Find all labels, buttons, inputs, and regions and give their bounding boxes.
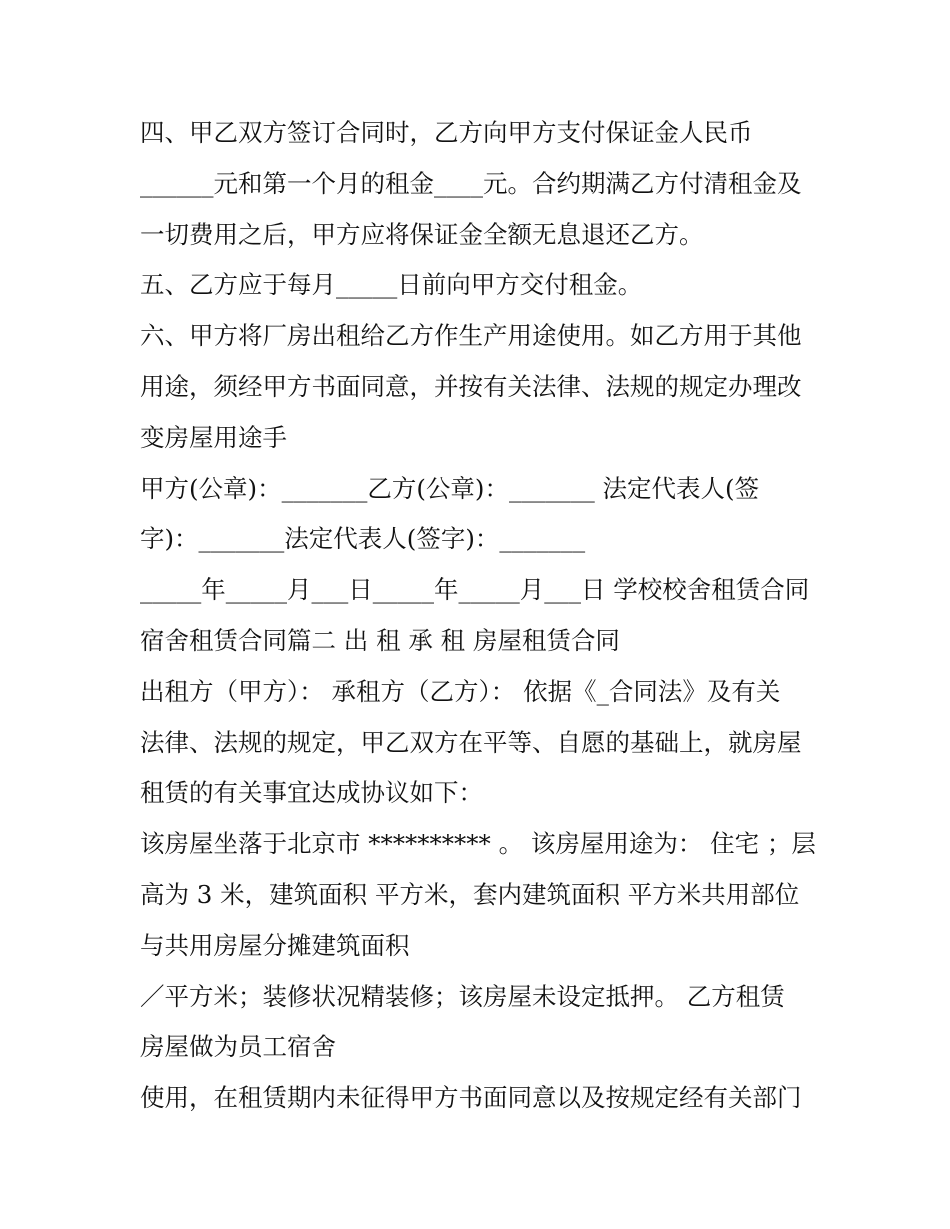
text-line: 法律、法规的规定，甲乙双方在平等、自愿的基础上，就房屋 bbox=[140, 727, 802, 757]
text-line: 六、甲方将厂房出租给乙方作生产用途使用。如乙方用于其他 bbox=[140, 321, 802, 351]
text-line: 房屋做为员工宿舍 bbox=[140, 1032, 336, 1062]
text-line: 与共用房屋分摊建筑面积 bbox=[140, 930, 410, 960]
contract-text bbox=[140, 108, 830, 1124]
text-line: 用途，须经甲方书面同意，并按有关法律、法规的规定办理改 bbox=[140, 371, 802, 401]
text-line: 高为 3 米，建筑面积 平方米，套内建筑面积 平方米共用部位 bbox=[140, 879, 800, 909]
text-line: 五、乙方应于每月_____日前向甲方交付租金。 bbox=[140, 270, 643, 300]
text-line: 宿舍租赁合同篇二 出 租 承 租 房屋租赁合同 bbox=[140, 625, 620, 655]
text-line: _____年_____月___日_____年_____月___日 学校校舍租赁合同 bbox=[140, 575, 810, 605]
text-line: 变房屋用途手 bbox=[140, 422, 287, 452]
text-line: 甲方(公章)：_______乙方(公章)：_______ 法定代表人(签 bbox=[140, 473, 760, 503]
text-line: 出租方（甲方）： 承租方（乙方）： 依据《_合同法》及有关 bbox=[140, 676, 781, 706]
text-line: 四、甲乙双方签订合同时，乙方向甲方支付保证金人民币 bbox=[140, 118, 753, 147]
text-line: 租赁的有关事宜达成协议如下： bbox=[140, 778, 483, 808]
text-line: 字)：_______法定代表人(签字)：_______ bbox=[140, 524, 586, 554]
text-line: 该房屋坐落于北京市 ********** 。 该房屋用途为： 住宅 ；层 bbox=[140, 829, 816, 859]
text-line: 使用，在租赁期内未征得甲方书面同意以及按规定经有关部门 bbox=[140, 1083, 802, 1113]
text-line: ______元和第一个月的租金____元。合约期满乙方付清租金及 bbox=[140, 168, 802, 198]
text-line: ／平方米；装修状况精装修；该房屋未设定抵押。 乙方租赁 bbox=[140, 981, 785, 1011]
text-line: 一切费用之后，甲方应将保证金全额无息退还乙方。 bbox=[140, 219, 704, 249]
